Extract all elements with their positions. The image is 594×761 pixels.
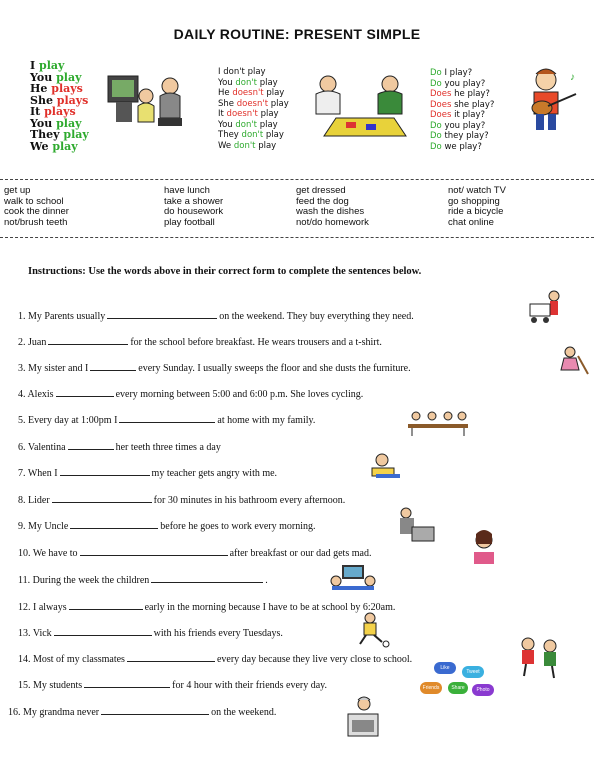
answer-blank[interactable]	[80, 546, 228, 556]
answer-blank[interactable]	[54, 626, 152, 636]
negative-conjugation: I don't play You don't play He doesn't play She doesn't play It doesn't play You don't play They don't play We don't play	[218, 67, 289, 151]
sentence-15: 15. My students for 4 hour with their friends every day.	[18, 680, 328, 691]
answer-blank[interactable]	[70, 519, 158, 529]
bubble-share: Share	[448, 682, 468, 694]
conj-row: It plays	[30, 105, 76, 118]
homework-kid-illustration	[368, 452, 404, 482]
sweeping-girl-illustration	[558, 346, 590, 376]
boy-football-illustration	[350, 612, 392, 648]
conj-row: She plays	[30, 93, 89, 107]
sentence-5: 5. Every day at 1:00pm I at home with my family.	[18, 415, 316, 426]
sentence-9: 9. My Uncle before he goes to work every morning.	[18, 521, 316, 532]
answer-blank[interactable]	[48, 335, 128, 345]
washing-dishes-illustration	[392, 505, 436, 545]
social-bubbles-illustration	[420, 662, 500, 710]
bubble-tweet: Tweet	[462, 666, 484, 678]
answer-blank[interactable]	[107, 309, 217, 319]
kids-board-game-illustration	[306, 70, 422, 142]
sentence-8: 8. Lider for 30 minutes in his bathroom every afternoon.	[18, 495, 346, 506]
children-computer-illustration	[328, 563, 378, 591]
answer-blank[interactable]	[84, 678, 170, 688]
conj-row: He plays	[30, 82, 83, 95]
sentence-7: 7. When I my teacher gets angry with me.	[18, 468, 278, 479]
instructions: Instructions: Use the words above in their correct form to complete the sentences below.	[28, 266, 422, 277]
divider-top	[0, 179, 594, 180]
bubble-friends: Friends	[420, 682, 442, 694]
answer-blank[interactable]	[68, 440, 114, 450]
affirmative-conjugation	[30, 60, 89, 152]
conj-row: You play	[30, 116, 82, 130]
bubble-photo: Photo	[472, 684, 494, 696]
vocab-row: cook the dinner do housework wash the dishes ride a bicycle	[4, 206, 504, 217]
grandma-cooking-illustration	[344, 696, 384, 740]
shopping-cart-illustration	[526, 290, 566, 328]
conj-row: I play	[30, 59, 65, 72]
family-lunch-illustration	[404, 408, 472, 438]
conj-row: They play	[30, 128, 89, 141]
sentence-13: 13. Vick with his friends every Tuesdays.	[18, 628, 283, 639]
sentence-2: 2. Juan for the school before breakfast. He wears trousers and a t-shirt.	[18, 337, 382, 348]
sentence-6: 6. Valentina her teeth three times a day	[18, 442, 221, 453]
conj-row: You play	[30, 70, 82, 84]
sentence-1: 1. My Parents usually on the weekend. They buy everything they need.	[18, 311, 414, 322]
sentence-10: 10. We have to after breakfast or our dad gets mad.	[18, 548, 372, 559]
vocab-row: get up have lunch get dressed not/ watch TV	[4, 185, 506, 196]
vocab-row: not/brush teeth play football not/do homework chat online	[4, 216, 494, 228]
divider-bottom	[0, 237, 594, 238]
answer-blank[interactable]	[101, 705, 209, 715]
sentence-12: 12. I always early in the morning because I have to be at school by 6:20am.	[18, 602, 396, 613]
boy-guitar-illustration	[518, 66, 584, 136]
page-title: DAILY ROUTINE: PRESENT SIMPLE	[173, 26, 421, 42]
question-conjugation: Do I play? Do you play? Does he play? Does she play? Does it play? Do you play? Do they play? Do we play?	[430, 68, 495, 152]
sentence-11: 11. During the week the children .	[18, 575, 268, 586]
sentence-14: 14. Most of my classmates every day because they live very close to school.	[18, 654, 413, 665]
vocab-row: walk to school take a shower feed the dog go shopping	[4, 195, 500, 207]
vocabulary-grid	[4, 186, 594, 228]
kids-video-game-illustration	[104, 68, 190, 140]
walking-kids-illustration	[516, 636, 562, 680]
answer-blank[interactable]	[119, 413, 215, 423]
conj-row: We play	[30, 139, 78, 153]
sentence-3: 3. My sister and I every Sunday. I usually sweeps the floor and she dusts the furniture.	[18, 363, 411, 374]
girl-eating-illustration	[468, 530, 502, 570]
answer-blank[interactable]	[56, 387, 114, 397]
answer-blank[interactable]	[151, 573, 263, 583]
svg-text:♪: ♪	[570, 72, 575, 83]
sentence-16: 16. My grandma never on the weekend.	[8, 707, 277, 718]
sentence-4: 4. Alexis every morning between 5:00 and 6:00 p.m. She loves cycling.	[18, 389, 364, 400]
answer-blank[interactable]	[69, 600, 143, 610]
answer-blank[interactable]	[52, 493, 152, 503]
answer-blank[interactable]	[90, 361, 136, 371]
bubble-like: Like	[434, 662, 456, 674]
answer-blank[interactable]	[60, 466, 150, 476]
answer-blank[interactable]	[127, 652, 215, 662]
